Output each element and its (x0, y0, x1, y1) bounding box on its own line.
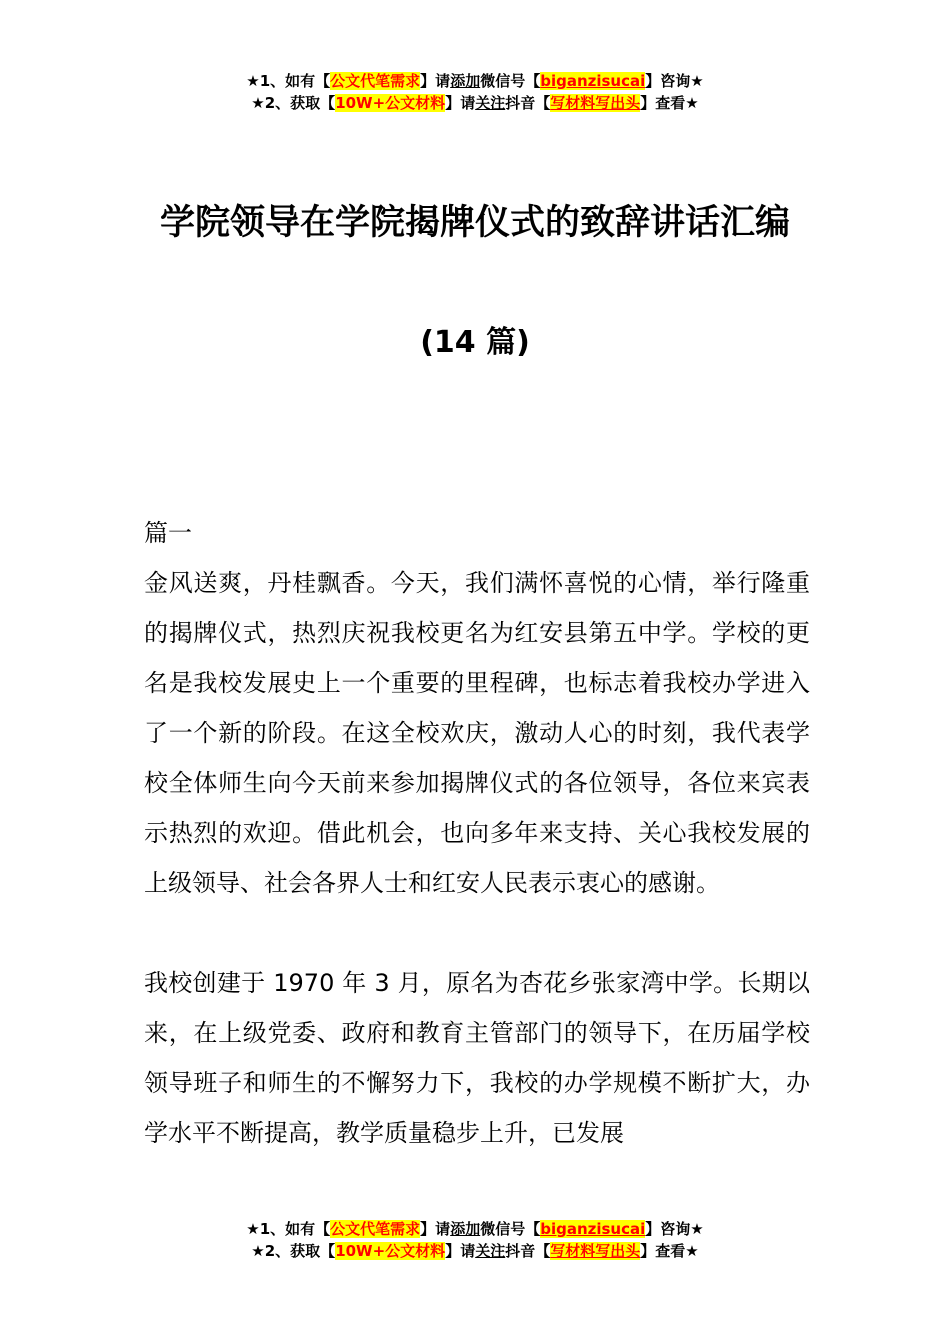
paragraph-gap (144, 908, 810, 958)
banner-text: 】查看★ (640, 1242, 699, 1260)
banner-text: 微信号【 (480, 72, 541, 90)
banner-text: ★1、如有【 (246, 1220, 331, 1238)
banner-text: 】请 (420, 1220, 451, 1238)
underlined-add: 添加 (450, 1220, 481, 1238)
wechat-id: biganzisucai (540, 1220, 646, 1238)
banner-text: 】请 (445, 94, 476, 112)
banner-text: ★2、获取【 (251, 1242, 336, 1260)
underlined-follow: 关注 (475, 1242, 506, 1260)
banner-text: ★1、如有【 (246, 72, 331, 90)
highlight-materials: 10W+公文材料 (335, 94, 446, 112)
banner-text: 】请 (445, 1242, 476, 1260)
banner-text: ★2、获取【 (251, 94, 336, 112)
section-heading: 篇一 (144, 519, 192, 547)
header-banner-line-2 (0, 92, 950, 114)
footer-banner-line-2 (0, 1240, 950, 1262)
paragraph: 我校创建于 1970 年 3 月，原名为杏花乡张家湾中学。长期以来，在上级党委、政府和教育主管部门的领导下，在历届学校领导班子和师生的不懈努力下，我校的办学规模不断扩大，办学水平不断提高，教学质量稳步上升，已发展 (144, 969, 810, 1147)
douyin-account: 写材料写出头 (550, 94, 641, 112)
document-body (144, 508, 810, 1158)
document-subtitle: (14 篇) (420, 325, 530, 360)
footer-banner-line-1 (0, 1218, 950, 1240)
banner-text: 】请 (420, 72, 451, 90)
banner-text: 】咨询★ (645, 1220, 704, 1238)
footer-banner (0, 1218, 950, 1262)
header-banner-line-1 (0, 70, 950, 92)
highlight-service: 公文代笔需求 (330, 1220, 421, 1238)
douyin-account: 写材料写出头 (550, 1242, 641, 1260)
banner-text: 】咨询★ (645, 72, 704, 90)
highlight-service: 公文代笔需求 (330, 72, 421, 90)
wechat-id: biganzisucai (540, 72, 646, 90)
banner-text: 】查看★ (640, 94, 699, 112)
highlight-materials: 10W+公文材料 (335, 1242, 446, 1260)
banner-text: 抖音【 (505, 1242, 551, 1260)
header-banner (0, 70, 950, 114)
document-title: 学院领导在学院揭牌仪式的致辞讲话汇编 (159, 203, 790, 243)
banner-text: 微信号【 (480, 1220, 541, 1238)
underlined-follow: 关注 (475, 94, 506, 112)
paragraph: 金风送爽，丹桂飘香。今天，我们满怀喜悦的心情，举行隆重的揭牌仪式，热烈庆祝我校更名为红安县第五中学。学校的更名是我校发展史上一个重要的里程碑，也标志着我校办学进入了一个新的阶段。在这全校欢庆，激动人心的时刻，我代表学校全体师生向今天前来参加揭牌仪式的各位领导，各位来宾表示热烈的欢迎。借此机会，也向多年来支持、关心我校发展的上级领导、社会各界人士和红安人民表示衷心的感谢。 (144, 569, 810, 897)
banner-text: 抖音【 (505, 94, 551, 112)
underlined-add: 添加 (450, 72, 481, 90)
